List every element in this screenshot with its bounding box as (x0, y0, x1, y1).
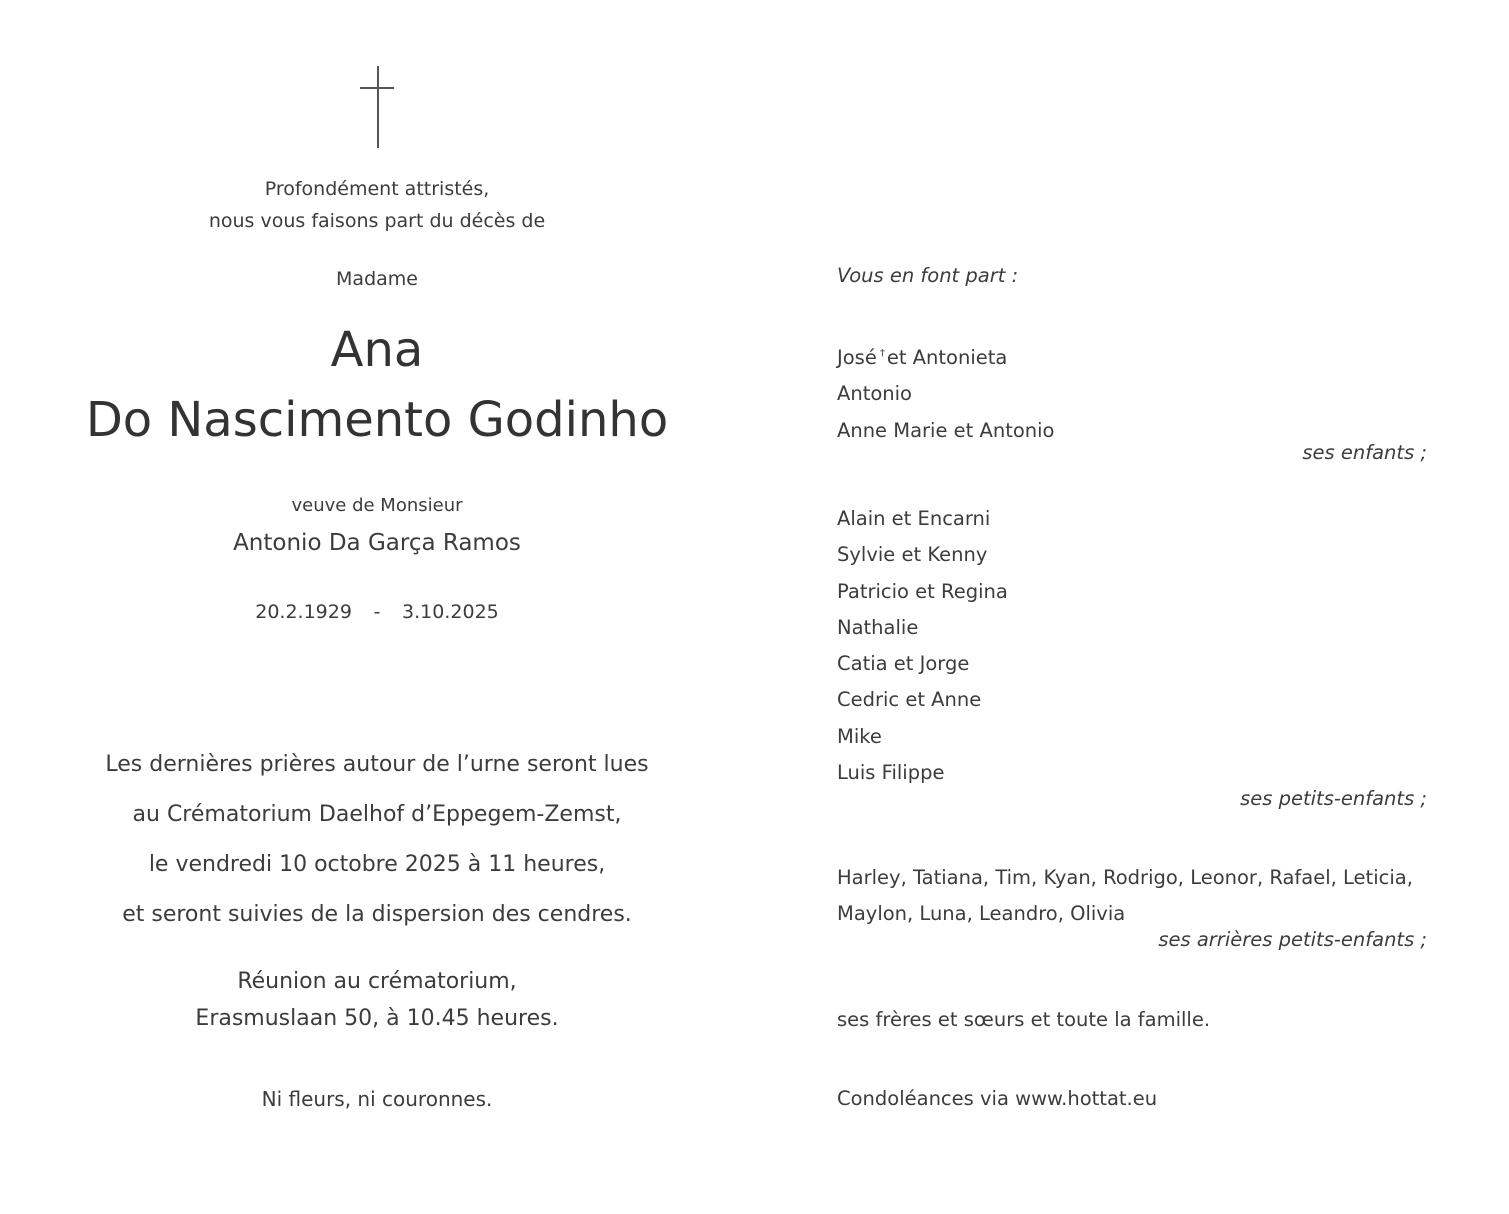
great-grandchildren-label: ses arrières petits-enfants ; (1158, 928, 1427, 951)
announcers-heading: Vous en font part : (837, 264, 1019, 287)
grandchildren-label: ses petits-enfants ; (1240, 787, 1427, 810)
grandchildren-list (837, 501, 1427, 791)
birth-date: 20.2.1929 (255, 601, 352, 623)
children-label: ses enfants ; (1302, 441, 1427, 464)
list-item: Antonio (837, 382, 912, 406)
list-item (837, 336, 1427, 376)
reunion-line-1: Réunion au crématorium, (237, 969, 517, 994)
list-item: Cedric et Anne (837, 688, 982, 712)
deceased-cross-mark: † (879, 348, 885, 359)
death-date: 3.10.2025 (402, 601, 499, 623)
siblings-line: ses frères et sœurs et toute la famille. (837, 1008, 1211, 1031)
children-list (837, 336, 1427, 449)
prayers-line: et seront suivies de la dispersion des cendres. (122, 902, 632, 927)
intro-line-1: Profondément attristés, (264, 178, 490, 200)
life-dates (40, 601, 714, 623)
deceased-last-name: Do Nascimento Godinho (85, 392, 669, 448)
great-grandchildren-list (837, 860, 1427, 933)
prayers-line: au Crématorium Daelhof d’Eppegem-Zemst, (132, 802, 622, 827)
no-flowers-note: Ni fleurs, ni couronnes. (261, 1087, 493, 1111)
list-item: Nathalie (837, 615, 919, 639)
intro-text (40, 173, 714, 237)
date-separator: - (373, 601, 381, 623)
cross-icon (360, 66, 394, 148)
reunion-line-2: Erasmuslaan 50, à 10.45 heures. (195, 1006, 559, 1031)
list-item: Mike (837, 724, 882, 748)
child-partner: et Antonieta (886, 346, 1008, 369)
prayers-line: le vendredi 10 octobre 2025 à 11 heures, (148, 852, 606, 877)
prayers-line: Les dernières prières autour de l’urne seront lues (105, 752, 649, 777)
list-item: Anne Marie et Antonio (837, 418, 1055, 442)
reunion-paragraph (40, 963, 714, 1037)
intro-line-2: nous vous faisons part du décès de (208, 210, 546, 232)
husband-name: Antonio Da Garça Ramos (233, 530, 521, 556)
list-item: Maylon, Luna, Leandro, Olivia (837, 902, 1126, 926)
prayers-paragraph (40, 740, 714, 940)
list-item: Harley, Tatiana, Tim, Kyan, Rodrigo, Leonor, Rafael, Leticia, (837, 866, 1413, 889)
list-item: Luis Filippe (837, 761, 945, 785)
list-item: Patricio et Regina (837, 579, 1008, 603)
widow-of-label: veuve de Monsieur (291, 495, 463, 516)
deceased-first-name: Ana (330, 322, 424, 378)
title-madame: Madame (336, 268, 418, 290)
condolences-line: Condoléances via www.hottat.eu (837, 1087, 1158, 1110)
list-item: Sylvie et Kenny (837, 543, 988, 567)
list-item: Catia et Jorge (837, 652, 970, 676)
list-item: Alain et Encarni (837, 507, 991, 530)
child-name: José (837, 346, 877, 369)
